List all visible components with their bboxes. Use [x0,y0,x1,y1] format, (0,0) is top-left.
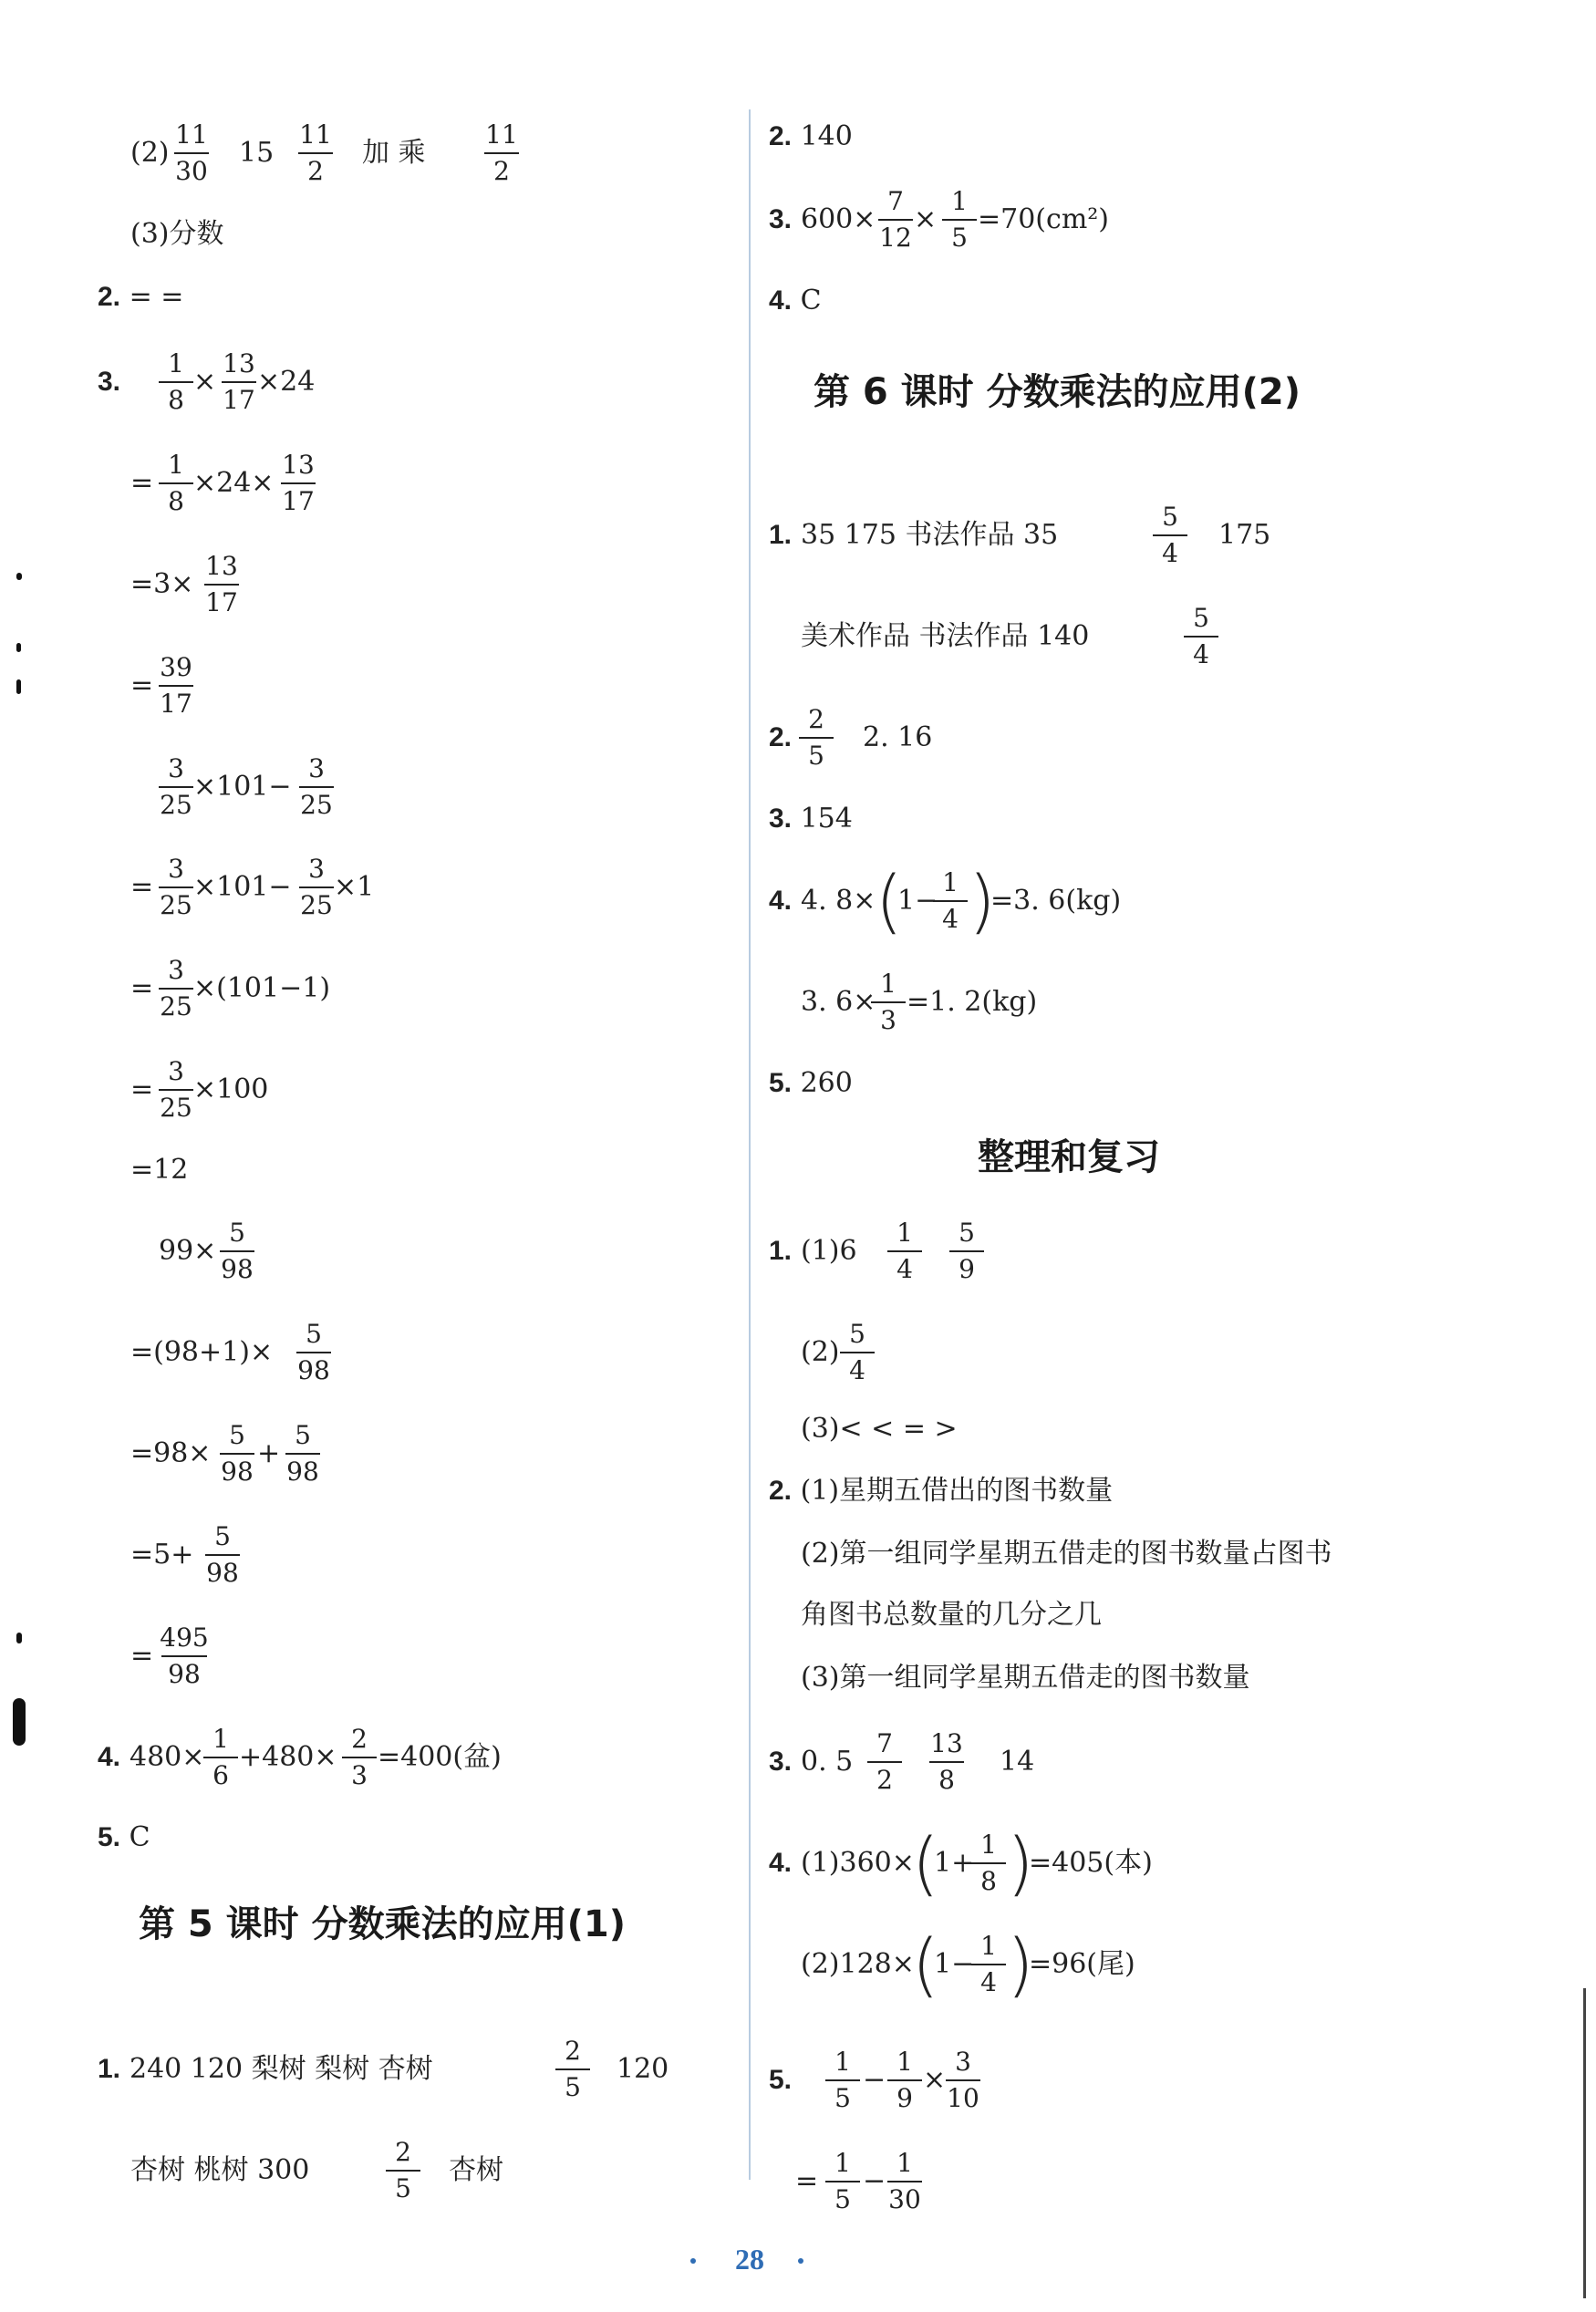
page-number: 28 [735,2243,764,2276]
fraction: 11 2 [299,119,332,186]
answer-line: 4. C [769,285,822,316]
answer-line: 5. C [98,1821,150,1853]
math-text: 3. 6× [801,986,876,1018]
section-heading: 第 6 课时 分数乘法的应用(2) [814,371,1301,413]
answer-line: 2. (1)星期五借出的图书数量 [769,1475,1114,1507]
math-text: ×24 [257,366,316,398]
left-paren: ( [912,1923,939,2005]
answer-number: 4. [769,1848,793,1878]
fraction: 2 5 [796,704,836,772]
section-heading: 整理和复习 [978,1136,1160,1178]
answer-text: 美术作品 书法作品 140 [801,620,1090,652]
math-text: = [130,1073,154,1105]
fraction: 1 30 [888,2148,921,2214]
answer-text: (3)< < = > [801,1413,958,1445]
answer-text: (3)分数 [130,218,224,250]
math-text: ×101− [193,871,292,903]
math-text: 4. 8× [801,885,876,917]
footer-dot [690,2258,696,2264]
fraction: 7 12 [879,186,912,253]
column-divider [749,109,751,2180]
fraction: 11 30 [175,119,208,186]
answer-text: (1)6 [801,1235,857,1267]
answer-text: 2. 16 [863,721,933,753]
answer-number: 4. [769,886,793,916]
math-text: =5+ [130,1539,194,1571]
answer-line: 3. 154 [769,803,853,835]
math-text: × [914,203,938,235]
math-text: (1)360× [801,1847,915,1879]
math-text: =12 [130,1154,189,1186]
fraction: 2 5 [553,2036,593,2103]
fraction: 13 17 [223,348,255,415]
fraction: 7 2 [865,1728,905,1796]
fraction: 5 9 [947,1218,987,1285]
math-text: − [863,2165,886,2197]
right-paren: ) [1007,1923,1034,2005]
answer-line: 2. 140 [769,120,853,152]
math-text: 1+ [934,1847,975,1879]
math-text: =405(本) [1029,1847,1153,1879]
math-text: − [863,2064,886,2096]
fraction: 5 98 [206,1521,239,1588]
math-text: =3. 6(kg) [990,885,1122,917]
math-text: 1− [897,885,938,917]
answer-text: 240 120 梨树 梨树 杏树 [130,2053,433,2085]
fraction: 5 4 [837,1319,877,1386]
fraction: 1 5 [823,2148,863,2215]
fraction: 1 8 [969,1830,1009,1897]
scan-speck [16,573,22,580]
math-text: 480× [130,1741,205,1773]
fraction: 13 17 [282,450,315,516]
math-text: = [130,669,154,701]
fraction: 3 25 [300,753,333,820]
answer-number: 5. [769,2065,793,2095]
fraction: 3 25 [160,955,192,1021]
fraction: 13 8 [930,1728,963,1795]
math-text: × [193,366,217,398]
math-text: =70(cm²) [978,203,1109,235]
fraction: 3 25 [300,854,333,920]
math-text: =98× [130,1437,212,1469]
math-text: =400(盆) [378,1741,502,1773]
answer-text: 加 乘 [362,137,426,169]
answer-text: 14 [1000,1746,1035,1778]
fraction: 2 5 [383,2137,423,2204]
fraction: 1 4 [930,867,970,935]
answer-text: 175 [1218,519,1271,551]
fraction: 495 98 [160,1623,209,1689]
answer-text: 35 175 书法作品 35 [801,519,1059,551]
fraction: 5 98 [297,1319,330,1385]
fraction: 1 3 [868,969,908,1036]
fraction: 13 17 [205,551,238,617]
fraction: 39 17 [160,652,192,719]
answer-text: (2) [801,1336,840,1368]
section-heading: 第 5 课时 分数乘法的应用(1) [139,1903,627,1945]
math-text: 99× [159,1235,217,1267]
fraction: 5 98 [286,1420,319,1487]
answer-number: 3. [769,204,793,234]
math-text: × [923,2064,947,2096]
fraction: 5 98 [221,1218,254,1284]
math-text: + [257,1437,281,1469]
scan-speck [13,1698,26,1746]
fraction: 1 4 [969,1931,1009,1998]
scan-speck [16,1633,22,1643]
fraction: 3 25 [160,1056,192,1123]
answer-number: 3. [769,1747,793,1777]
math-text: +480× [239,1741,337,1773]
answer-text: (2) [130,137,170,169]
fraction: 1 6 [201,1724,241,1791]
footer-dot [798,2258,803,2264]
answer-line: 2. = = [98,281,184,313]
math-text: =96(尾) [1029,1948,1135,1980]
answer-number: 1. [769,1236,793,1266]
fraction: 1 4 [885,1218,925,1285]
math-text: 1− [934,1948,975,1980]
math-text: = [130,1640,154,1672]
answer-text: 120 [617,2053,669,2085]
fraction: 1 9 [885,2047,925,2114]
math-text: = [795,2165,819,2197]
scan-speck [16,643,21,652]
fraction: 1 5 [823,2047,863,2114]
fraction: 3 10 [947,2047,979,2113]
answer-text: 杏树 [449,2154,503,2186]
answer-number: 3. [98,367,121,397]
fraction: 5 4 [1181,603,1221,670]
fraction: 11 2 [485,119,518,186]
answer-line: 5. 260 [769,1067,853,1099]
math-text: ×101− [193,771,292,803]
fraction: 3 25 [160,854,192,920]
answer-text: 杏树 桃树 300 [130,2154,310,2186]
left-paren: ( [876,860,903,941]
fraction: 1 8 [156,348,196,416]
answer-number: 1. [98,2054,121,2084]
math-text: ×24× [193,467,275,499]
math-text: 600× [801,203,876,235]
math-text: ×1 [334,871,375,903]
scan-edge-line [1583,1988,1586,2298]
math-text: =(98+1)× [130,1336,274,1368]
answer-number: 1. [769,520,793,550]
answer-text: (3)第一组同学星期五借走的图书数量 [801,1662,1250,1694]
fraction: 1 8 [156,450,196,517]
fraction: 5 98 [221,1420,254,1487]
math-text: ×(101−1) [193,972,331,1004]
math-text: = [130,972,154,1004]
math-text: ×100 [193,1073,269,1105]
answer-number: 2. [769,722,793,752]
answer-text: 15 [239,137,275,169]
scan-speck [16,679,21,694]
answer-text: (2)第一组同学星期五借走的图书数量占图书 [801,1538,1332,1570]
right-paren: ) [1007,1822,1034,1903]
math-text: =3× [130,568,194,600]
fraction: 2 3 [339,1724,379,1791]
left-paren: ( [912,1822,939,1903]
answer-number: 4. [98,1742,121,1772]
math-text: =1. 2(kg) [907,986,1038,1018]
math-text: = [130,871,154,903]
fraction: 3 25 [160,753,192,820]
right-paren: ) [969,860,996,941]
fraction: 5 4 [1150,502,1190,569]
answer-text: 角图书总数量的几分之几 [801,1599,1102,1631]
math-text: = [130,467,154,499]
fraction: 1 5 [939,186,979,254]
answer-text: 0. 5 [801,1746,854,1778]
math-text: (2)128× [801,1948,915,1980]
